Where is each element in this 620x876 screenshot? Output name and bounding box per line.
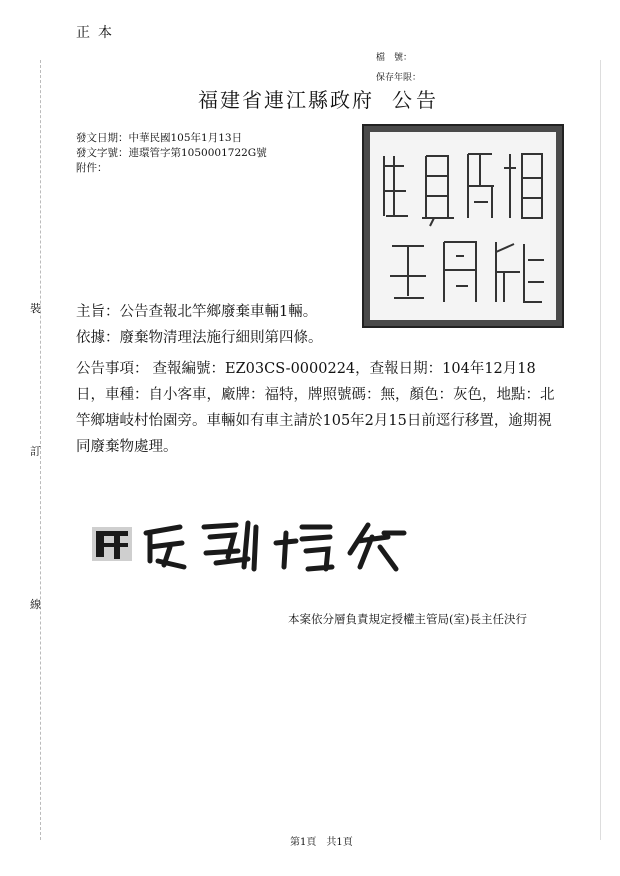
- official-seal: [362, 124, 564, 328]
- authority-note: 本案依分層負責規定授權主管局(室)長主任決行: [288, 612, 527, 626]
- signature-graphic: [88, 513, 418, 575]
- issue-date: 發文日期：中華民國105年1月13日: [76, 132, 243, 144]
- signature-brush-strokes: [146, 523, 404, 569]
- binding-mark-1: 裝: [30, 302, 41, 315]
- seal-graphic: [364, 126, 562, 326]
- notice-items: [76, 356, 564, 460]
- document-type: 公告: [392, 88, 440, 112]
- right-edge-line: [600, 60, 601, 840]
- attachment-label: 附件：: [76, 162, 108, 174]
- seal-face: [370, 132, 556, 320]
- notice-text: 查報編號：EZ03CS-0000224，查報日期：104年12月18日，車種：自小客車，廠牌：福特，牌照號碼：無，顏色：灰色，地點：北竿鄉塘岐村怡園旁。車輛如有車主請於105年2月15日前逕行移置，逾期視同廢棄物處理。: [76, 361, 555, 455]
- reference-number: 發文字號：連環管字第1050001722G號: [76, 147, 267, 159]
- document-title: [198, 84, 440, 113]
- file-number-label: 檔 號：: [376, 53, 413, 63]
- page-number: 第1頁 共1頁: [290, 837, 353, 848]
- binding-mark-2: 訂: [30, 445, 41, 458]
- retention-label: 保存年限：: [376, 73, 422, 83]
- copy-label: 正本: [76, 25, 120, 41]
- binding-mark-3: 線: [30, 598, 41, 611]
- issuer-name: 福建省連江縣政府: [198, 88, 374, 112]
- signature-block-1: [92, 527, 132, 561]
- notice-label: 公告事項：: [76, 361, 149, 377]
- magistrate-signature: [88, 513, 418, 575]
- basis-line: 依據：廢棄物清理法施行細則第四條。: [76, 330, 323, 346]
- subject-line: 主旨：公告查報北竿鄉廢棄車輛1輛。: [76, 304, 318, 320]
